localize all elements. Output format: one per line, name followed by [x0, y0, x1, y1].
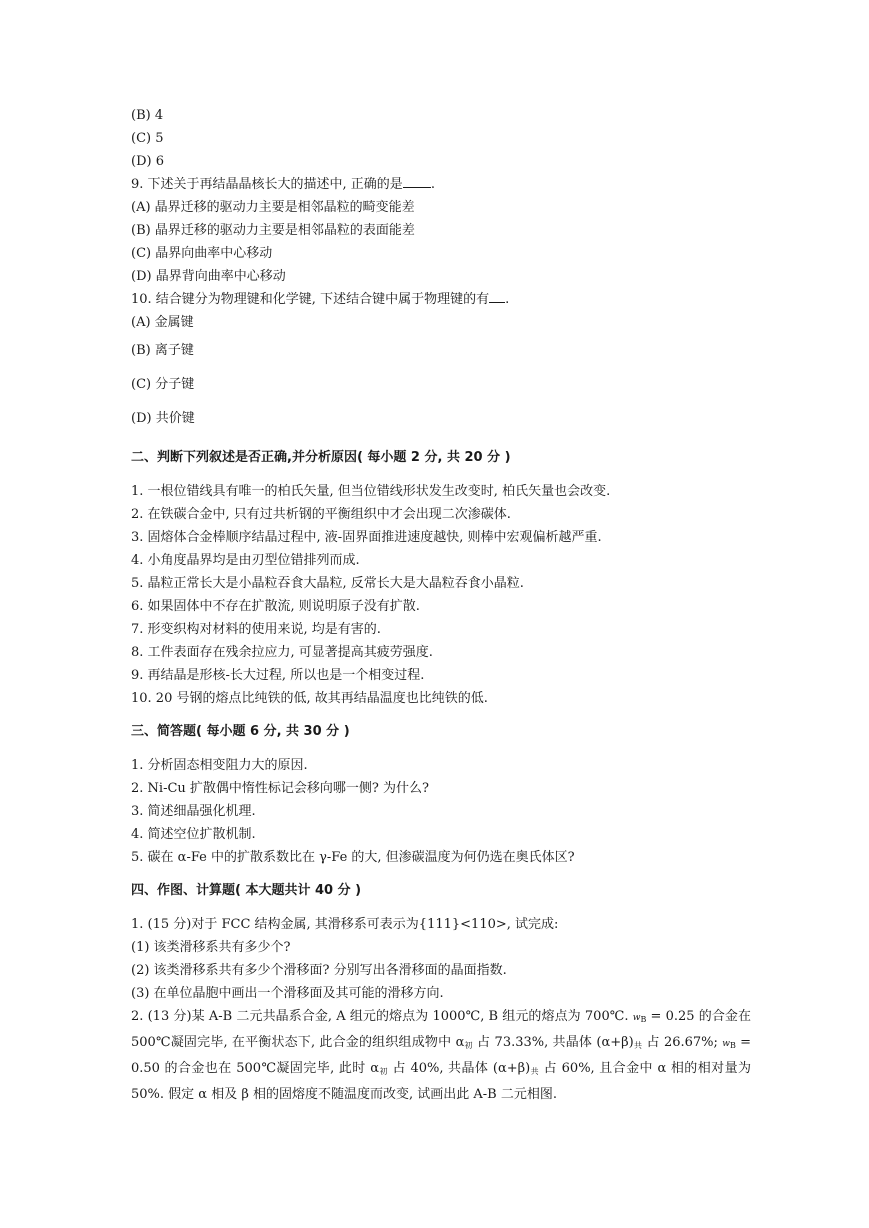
- section2-item-2: 2. 在铁碳合金中, 只有过共析钢的平衡组织中才会出现二次渗碳体.: [131, 507, 511, 522]
- q10-option-d: (D) 共价键: [131, 411, 195, 426]
- q9-option-b: (B) 晶界迁移的驱动力主要是相邻晶粒的表面能差: [131, 223, 415, 238]
- section2-item-4: 4. 小角度晶界均是由刃型位错排列而成.: [131, 553, 360, 568]
- section2-heading: 二、判断下列叙述是否正确,并分析原因( 每小题 2 分, 共 20 分 ): [131, 450, 511, 465]
- section2-item-7: 7. 形变织构对材料的使用来说, 均是有害的.: [131, 622, 381, 637]
- q10-stem: 10. 结合键分为物理键和化学键, 下述结合键中属于物理键的有 .: [131, 292, 510, 307]
- section2-item-8: 8. 工件表面存在残余拉应力, 可显著提高其疲劳强度.: [131, 645, 433, 660]
- exam-page: [131, 104, 751, 1106]
- section2-item-10: 10. 20 号钢的熔点比纯铁的低, 故其再结晶温度也比纯铁的低.: [131, 691, 488, 706]
- q8-option-c: (C) 5: [131, 131, 164, 146]
- answer-blank: [403, 175, 431, 188]
- q9-option-d: (D) 晶界背向曲率中心移动: [131, 269, 286, 284]
- q8-option-d: (D) 6: [131, 154, 164, 169]
- answer-blank: [489, 290, 505, 303]
- q9-stem: 9. 下述关于再结晶晶核长大的描述中, 正确的是 .: [131, 177, 435, 192]
- q8-option-b: (B) 4: [131, 108, 164, 123]
- section2-item-6: 6. 如果固体中不存在扩散流, 则说明原子没有扩散.: [131, 599, 420, 614]
- section3-item-1: 1. 分析固态相变阻力大的原因.: [131, 758, 308, 773]
- section2-item-5: 5. 晶粒正常长大是小晶粒吞食大晶粒, 反常长大是大晶粒吞食小晶粒.: [131, 576, 524, 591]
- section3-heading: 三、简答题( 每小题 6 分, 共 30 分 ): [131, 724, 350, 739]
- section4-heading: 四、作图、计算题( 本大题共计 40 分 ): [131, 883, 362, 898]
- section3-item-4: 4. 简述空位扩散机制.: [131, 827, 256, 842]
- section3-item-2: 2. Ni-Cu 扩散偶中惰性标记会移向哪一侧? 为什么?: [131, 781, 429, 796]
- problem1-sub-3: (3) 在单位晶胞中画出一个滑移面及其可能的滑移方向.: [131, 986, 444, 1001]
- problem1-sub-2: (2) 该类滑移系共有多少个滑移面? 分别写出各滑移面的晶面指数.: [131, 963, 507, 978]
- q10-option-c: (C) 分子键: [131, 377, 195, 392]
- q10-option-a: (A) 金属键: [131, 315, 194, 330]
- section2-item-3: 3. 固熔体合金棒顺序结晶过程中, 液-固界面推进速度越快, 则棒中宏观偏析越严重.: [131, 530, 602, 545]
- problem2-text: 2. (13 分)某 A-B 二元共晶系合金, A 组元的熔点为 1000℃, B 组元的熔点为 700℃. $w_B = 0.25$ 的合金在 500℃凝固完毕, 在平衡状态下, 此合金的组织组成物中 $\alpha_初$ 占 73.33%, 共晶体 $(\alpha+\beta)_共$ 占 26.67%; $w_B = 0.50$ 的合金也在 500℃凝固完毕, 此时 $\alpha_初$ 占 40%, 共晶体 $(\alpha+\beta)_共$ 占 60%, 且合金中 α 相的相对量为 50%. 假定 α 相及 β 相的固熔度不随温度而改变, 试画出此 A-B 二元相图.: [131, 1009, 752, 1102]
- section3-item-3: 3. 简述细晶强化机理.: [131, 804, 256, 819]
- q9-option-a: (A) 晶界迁移的驱动力主要是相邻晶粒的畸变能差: [131, 200, 415, 215]
- problem1-sub-1: (1) 该类滑移系共有多少个?: [131, 940, 291, 955]
- section2-item-1: 1. 一根位错线具有唯一的柏氏矢量, 但当位错线形状发生改变时, 柏氏矢量也会改变.: [131, 484, 611, 499]
- q9-option-c: (C) 晶界向曲率中心移动: [131, 246, 273, 261]
- problem1-stem: 1. (15 分)对于 FCC 结构金属, 其滑移系可表示为{111}<110>, 试完成:: [131, 917, 559, 932]
- section3-item-5: 5. 碳在 α-Fe 中的扩散系数比在 γ-Fe 的大, 但渗碳温度为何仍选在奥氏体区?: [131, 850, 575, 865]
- q10-option-b: (B) 离子键: [131, 343, 194, 358]
- section2-item-9: 9. 再结晶是形核-长大过程, 所以也是一个相变过程.: [131, 668, 425, 683]
